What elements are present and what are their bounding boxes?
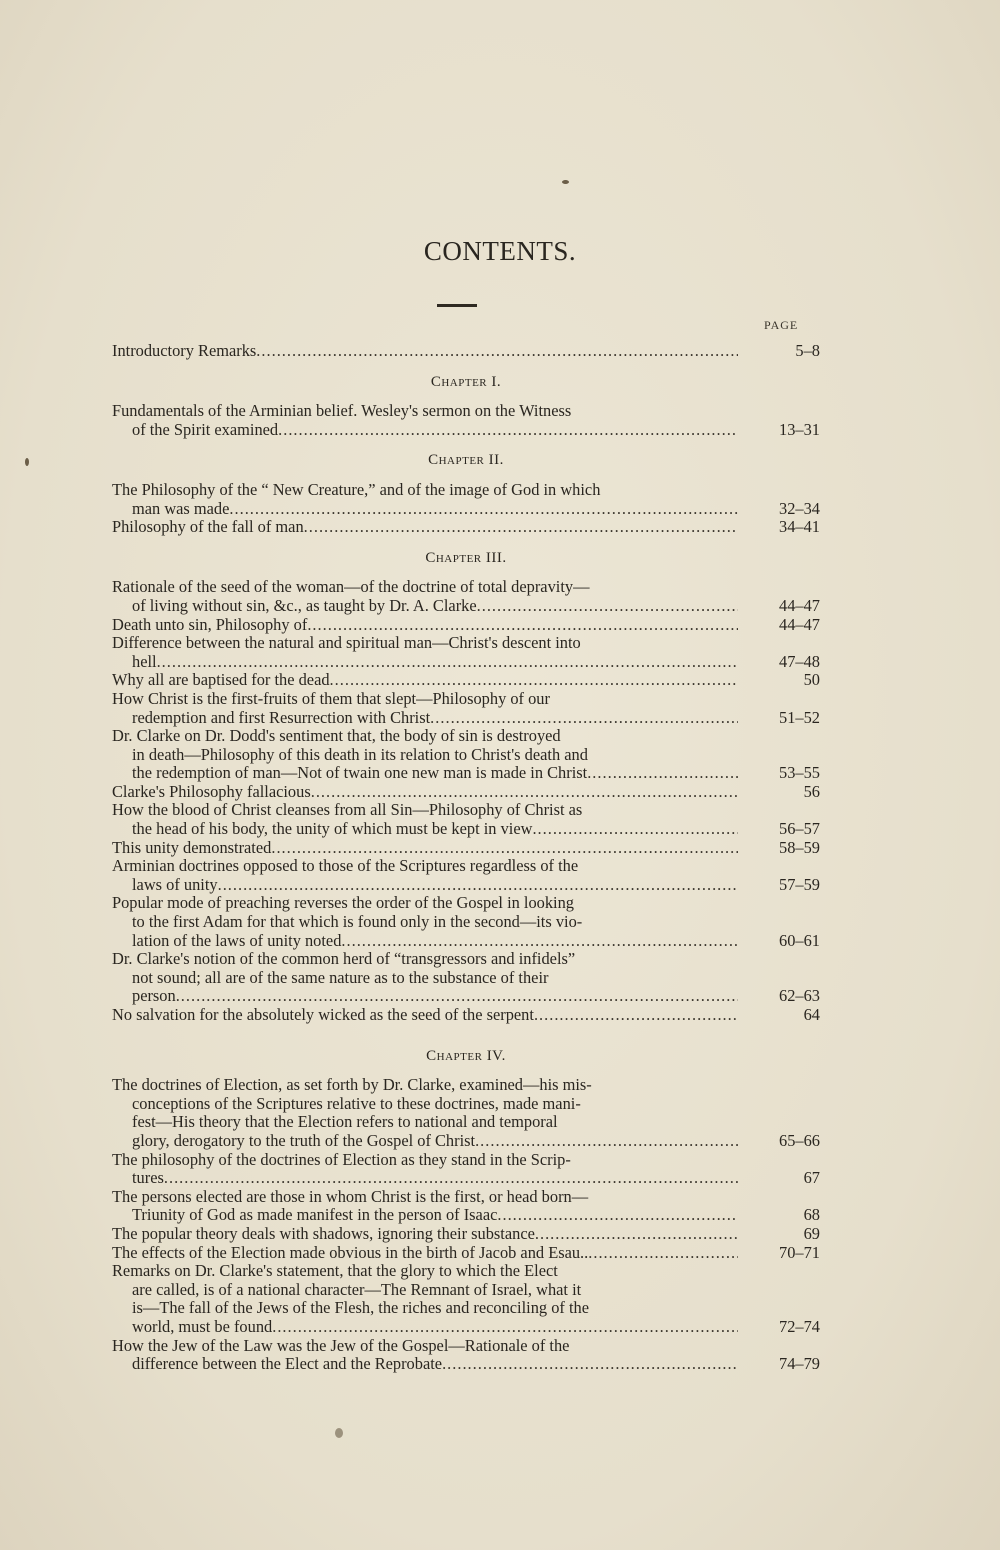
toc-entry-line: conceptions of the Scriptures relative to these doctrines, made mani- [132,1094,581,1113]
toc-entry [112,634,820,671]
toc-entry [112,481,820,518]
toc-page-range: 69 [803,1223,820,1243]
toc-entry-line: Remarks on Dr. Clarke's statement, that the glory to which the Elect [112,1262,558,1281]
toc-page-range: 74–79 [779,1354,820,1374]
toc-entry-line [112,1355,738,1374]
toc-entry-line [112,1169,738,1188]
toc-entry [112,1151,820,1188]
toc-entry-line [112,932,738,951]
dot-leader [272,1318,738,1337]
toc-entry-line [112,616,738,635]
toc-entry-line [112,1318,738,1337]
toc-entry-line: The philosophy of the doctrines of Election as they stand in the Scrip- [112,1150,571,1169]
toc-entry-text [112,1337,738,1374]
toc-entry [112,857,820,894]
toc-entry [112,578,820,615]
dot-leader [330,671,738,690]
toc-entry-text [112,1262,738,1336]
toc-page-range: 50 [803,670,820,690]
ink-speck [25,458,29,466]
toc-entry [112,727,820,783]
chapter-heading: Chapter II. [428,452,504,469]
dot-leader [341,932,738,951]
toc-page-range: 68 [803,1205,820,1225]
toc-entry-text [112,481,738,518]
toc-entry-line: Dr. Clarke's notion of the common herd of “transgressors and infidels” [112,950,576,969]
toc-page-range: 34–41 [779,517,820,537]
toc-entry [112,671,820,690]
toc-entry-text [112,518,738,537]
toc-page-range: 53–55 [779,763,820,783]
toc-entry-line-text: glory, derogatory to the truth of the Gospel of Christ [132,1131,476,1150]
toc-entry-text [112,342,738,361]
toc-entry-text [112,801,738,838]
dot-leader [176,987,738,1006]
dot-leader [442,1355,738,1374]
toc-entry-line [112,987,738,1006]
toc-entry-line-text: The popular theory deals with shadows, ignoring their substance [112,1224,535,1243]
toc-entry [112,1225,820,1244]
toc-entry-line [112,709,738,728]
ink-speck [335,1428,343,1438]
toc-entry-text [112,894,738,950]
dot-leader [304,518,738,537]
toc-entry-line [112,783,738,802]
toc-page-range: 47–48 [779,651,820,671]
toc-entry-line: How the Jew of the Law was the Jew of the Gospel—Rationale of the [112,1336,570,1355]
toc-page-range: 60–61 [779,930,820,950]
chapter-heading: Chapter III. [425,549,507,566]
toc-entry [112,1006,820,1025]
toc-page-range: 13–31 [779,419,820,439]
toc-page-range: 51–52 [779,707,820,727]
toc-entry-line-text: The effects of the Election made obvious in the birth of Jacob and Esau.. [112,1243,589,1262]
toc-entry-text [112,1076,738,1150]
toc-entry-text [112,1188,738,1225]
toc-entry-line: How Christ is the first-fruits of them that slept—Philosophy of our [112,689,550,708]
toc-page-range: 72–74 [779,1316,820,1336]
toc-page-range: 65–66 [779,1130,820,1150]
toc-entry-text [112,690,738,727]
toc-entry [112,1244,820,1263]
toc-entry [112,1262,820,1336]
toc-entry-text [112,634,738,671]
toc-entry-line-text: man was made [132,499,230,518]
toc-entry-line-text: person [132,987,176,1006]
toc-entry-line [112,764,738,783]
toc-entry-line-text: Clarke's Philosophy fallacious [112,782,311,801]
toc-entry [112,616,820,635]
toc-entry-line-text: the redemption of man—Not of twain one new man is made in Christ [132,764,588,783]
dot-leader [311,783,738,802]
toc-entry-line [112,820,738,839]
toc-entry-line: The Philosophy of the “ New Creature,” and of the image of God in which [112,480,601,499]
toc-entry-text [112,857,738,894]
toc-entry-line-text: hell [132,652,157,671]
toc-entry [112,342,820,361]
dot-leader [164,1169,738,1188]
toc-entry-line [112,653,738,672]
toc-entry-line-text: difference between the Elect and the Reprobate [132,1355,443,1374]
toc-entry-text [112,839,738,858]
toc-page-range: 67 [803,1168,820,1188]
toc-entry [112,402,820,439]
toc-page-range: 44–47 [779,595,820,615]
toc-entry-text [112,1244,738,1263]
ink-speck [562,180,569,184]
toc-entry-line: The doctrines of Election, as set forth by Dr. Clarke, examined—his mis- [112,1076,592,1095]
dot-leader [229,500,738,519]
toc-entry-line-text: Introductory Remarks [112,342,257,360]
toc-entry-line: Fundamentals of the Arminian belief. Wesley's sermon on the Witness [112,402,572,421]
toc-entry-line: in death—Philosophy of this death in its relation to Christ's death and [132,745,588,764]
toc-entry-line: How the blood of Christ cleanses from all Sin—Philosophy of Christ as [112,801,583,820]
toc-entry-line-text: tures [132,1169,164,1188]
toc-entry-line [112,1244,738,1263]
toc-page-range: 64 [803,1005,820,1024]
toc-entry-line: is—The fall of the Jews of the Flesh, the riches and reconciling of the [132,1299,589,1318]
toc-entry-line-text: No salvation for the absolutely wicked as the seed of the serpent [112,1006,534,1024]
dot-leader [535,1225,738,1244]
dot-leader [588,1244,738,1263]
toc-entry-text [112,578,738,615]
toc-entry-line: to the first Adam for that which is found only in the second—its vio- [132,913,583,932]
dot-leader [587,764,738,783]
toc-entry-line-text: Death unto sin, Philosophy of [112,615,308,634]
toc-entry-text [112,616,738,635]
toc-entry [112,1076,820,1150]
toc-entry-text [112,727,738,783]
toc-entry [112,950,820,1006]
toc-entry [112,783,820,802]
toc-page-range: 32–34 [779,498,820,518]
toc-entry-text [112,950,738,1006]
table-of-contents [112,342,820,1374]
dot-leader [157,653,738,672]
dot-leader [430,709,738,728]
toc-entry-text [112,783,738,802]
toc-entry-line-text: of living without sin, &c., as taught by Dr. A. Clarke [132,596,477,615]
toc-entry-line-text: redemption and first Resurrection with Christ [132,708,431,727]
page-title: CONTENTS. [423,236,577,266]
dot-leader [218,876,738,895]
toc-entry-line: Dr. Clarke on Dr. Dodd's sentiment that, the body of sin is destroyed [112,727,561,746]
toc-entry-line [112,1225,738,1244]
toc-entry-line [112,839,738,858]
toc-entry-line: Difference between the natural and spiritual man—Christ's descent into [112,634,581,653]
dot-leader [278,421,738,440]
page-column-header: PAGE [764,318,799,332]
toc-page-range: 62–63 [779,986,820,1006]
toc-entry-line [112,1006,738,1025]
toc-page-range: 5–8 [795,341,820,360]
toc-entry-line: Arminian doctrines opposed to those of the Scriptures regardless of the [112,857,579,876]
toc-entry-line-text: This unity demonstrated [112,838,272,857]
dot-leader [475,1132,738,1151]
toc-entry-text [112,402,738,439]
toc-entry-text [112,671,738,690]
toc-entry [112,801,820,838]
toc-entry-line: are called, is of a national character—The Remnant of Israel, what it [132,1280,582,1299]
chapter-heading: Chapter IV. [426,1047,506,1064]
toc-page-range: 57–59 [779,874,820,894]
dot-leader [307,616,738,635]
toc-page-range: 56 [803,781,820,801]
toc-entry-text [112,1006,738,1025]
toc-entry-line: The persons elected are those in whom Christ is the first, or head born— [112,1187,589,1206]
toc-entry [112,1337,820,1374]
toc-entry-line [112,421,738,440]
toc-entry [112,1188,820,1225]
dot-leader [497,1206,738,1225]
toc-entry-line: not sound; all are of the same nature as to the substance of their [132,968,549,987]
toc-entry-line-text: Why all are baptised for the dead [112,671,330,690]
dot-leader [532,820,738,839]
dot-leader [271,839,738,858]
toc-entry-text [112,1151,738,1188]
title-rule [437,304,477,307]
toc-entry-line-text: of the Spirit examined [132,420,279,439]
toc-entry-line: Rationale of the seed of the woman—of the doctrine of total depravity— [112,578,590,597]
toc-entry-line-text: the head of his body, the unity of which must be kept in view [132,820,533,839]
toc-entry-line-text: Triunity of God as made manifest in the person of Isaac [132,1206,498,1225]
toc-entry [112,894,820,950]
toc-entry-line-text: world, must be found [132,1317,273,1336]
toc-entry-line: Popular mode of preaching reverses the order of the Gospel in looking [112,894,574,913]
toc-entry-line-text: lation of the laws of unity noted [132,931,342,950]
toc-entry-line [112,671,738,690]
toc-entry [112,518,820,537]
toc-entry-text [112,1225,738,1244]
dot-leader [477,597,738,616]
toc-entry-line-text: Philosophy of the fall of man [112,518,304,537]
toc-entry-line [112,1132,738,1151]
toc-entry-line-text: laws of unity [132,875,218,894]
toc-page-range: 56–57 [779,819,820,839]
toc-entry-line [112,500,738,519]
toc-entry-line [112,518,738,537]
toc-entry-line: fest—His theory that the Election refers to national and temporal [132,1113,558,1132]
toc-entry [112,690,820,727]
toc-entry [112,839,820,858]
toc-entry-line [112,342,738,361]
dot-leader [534,1006,738,1025]
toc-page-range: 44–47 [779,614,820,634]
toc-entry-line [112,876,738,895]
toc-page-range: 70–71 [779,1242,820,1262]
toc-page-range: 58–59 [779,837,820,857]
toc-entry-line [112,1206,738,1225]
dot-leader [256,342,738,361]
toc-entry-line [112,597,738,616]
chapter-heading: Chapter I. [430,373,502,390]
